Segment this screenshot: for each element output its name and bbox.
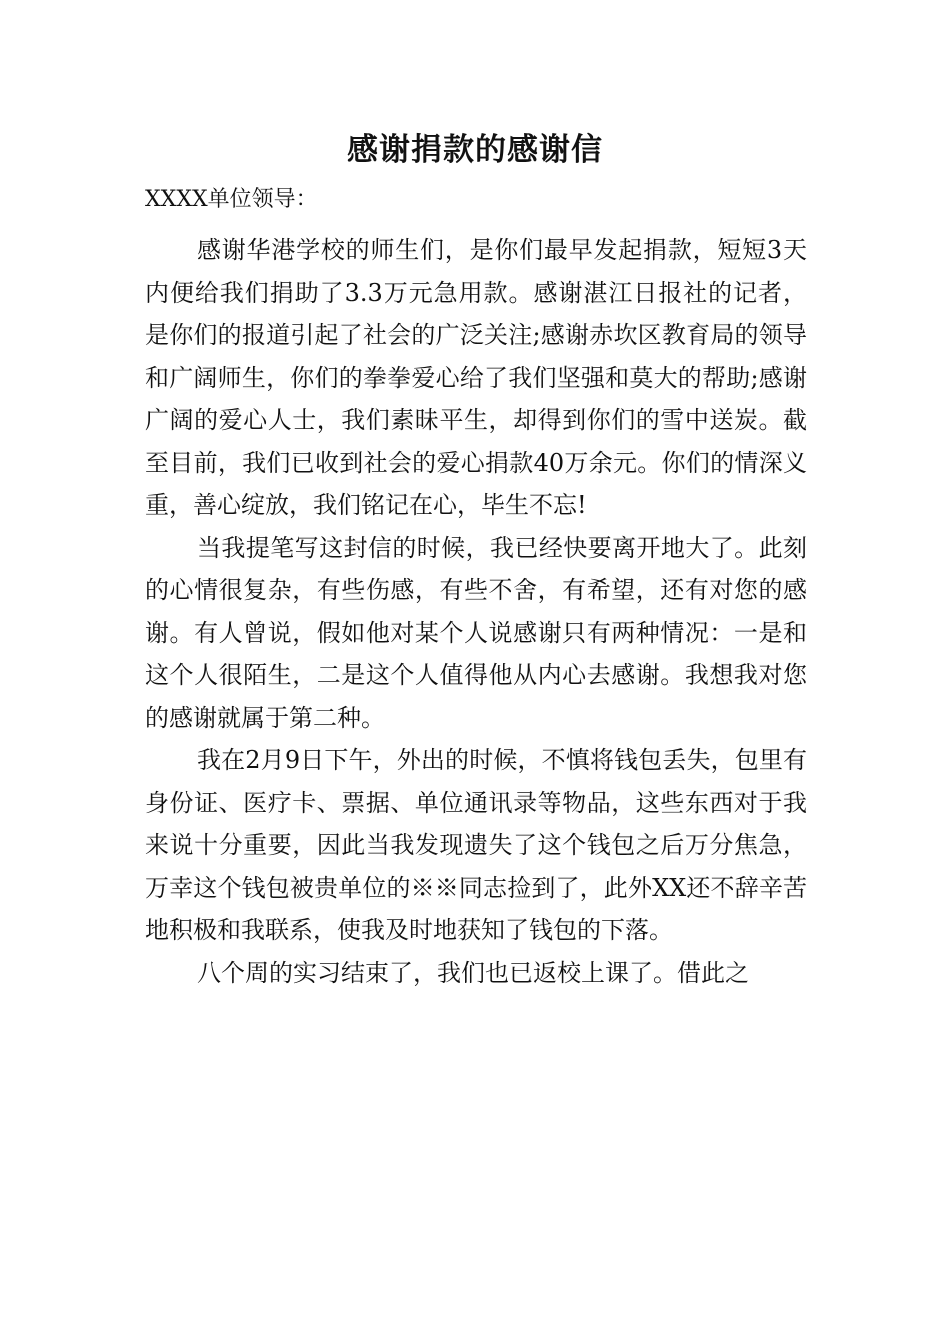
document-title: 感谢捐款的感谢信 bbox=[347, 132, 603, 168]
paragraph-1: 感谢华港学校的师生们，是你们最早发起捐款，短短3天内便给我们捐助了3.3万元急用款。感谢湛江日报社的记者，是你们的报道引起了社会的广泛关注;感谢赤坎区教育局的领导和广阔师生，你们的拳拳爱心给了我们坚强和莫大的帮助;感谢广阔的爱心人士，我们素昧平生，却得到你们的雪中送炭。截至目前，我们已收到社会的爱心捐款40万余元。你们的情深义重，善心绽放，我们铭记在心，毕生不忘! bbox=[145, 236, 807, 519]
salutation: XXXX单位领导： bbox=[145, 187, 318, 212]
paragraph-2: 当我提笔写这封信的时候，我已经快要离开地大了。此刻的心情很复杂，有些伤感，有些不舍，有希望，还有对您的感谢。有人曾说，假如他对某个人说感谢只有两种情况：一是和这个人很陌生，二是这个人值得他从内心去感谢。我想我对您的感谢就属于第二种。 bbox=[145, 533, 807, 732]
paragraph-3: 我在2月9日下午，外出的时候，不慎将钱包丢失，包里有身份证、医疗卡、票据、单位通讯录等物品，这些东西对于我来说十分重要，因此当我发现遗失了这个钱包之后万分焦急，万幸这个钱包被贵单位的※※同志捡到了，此外XX还不辞辛苦地积极和我联系，使我及时地获知了钱包的下落。 bbox=[145, 746, 807, 944]
paragraph-4: 八个周的实习结束了，我们也已返校上课了。借此之 bbox=[197, 958, 749, 987]
letter-body bbox=[145, 229, 807, 994]
